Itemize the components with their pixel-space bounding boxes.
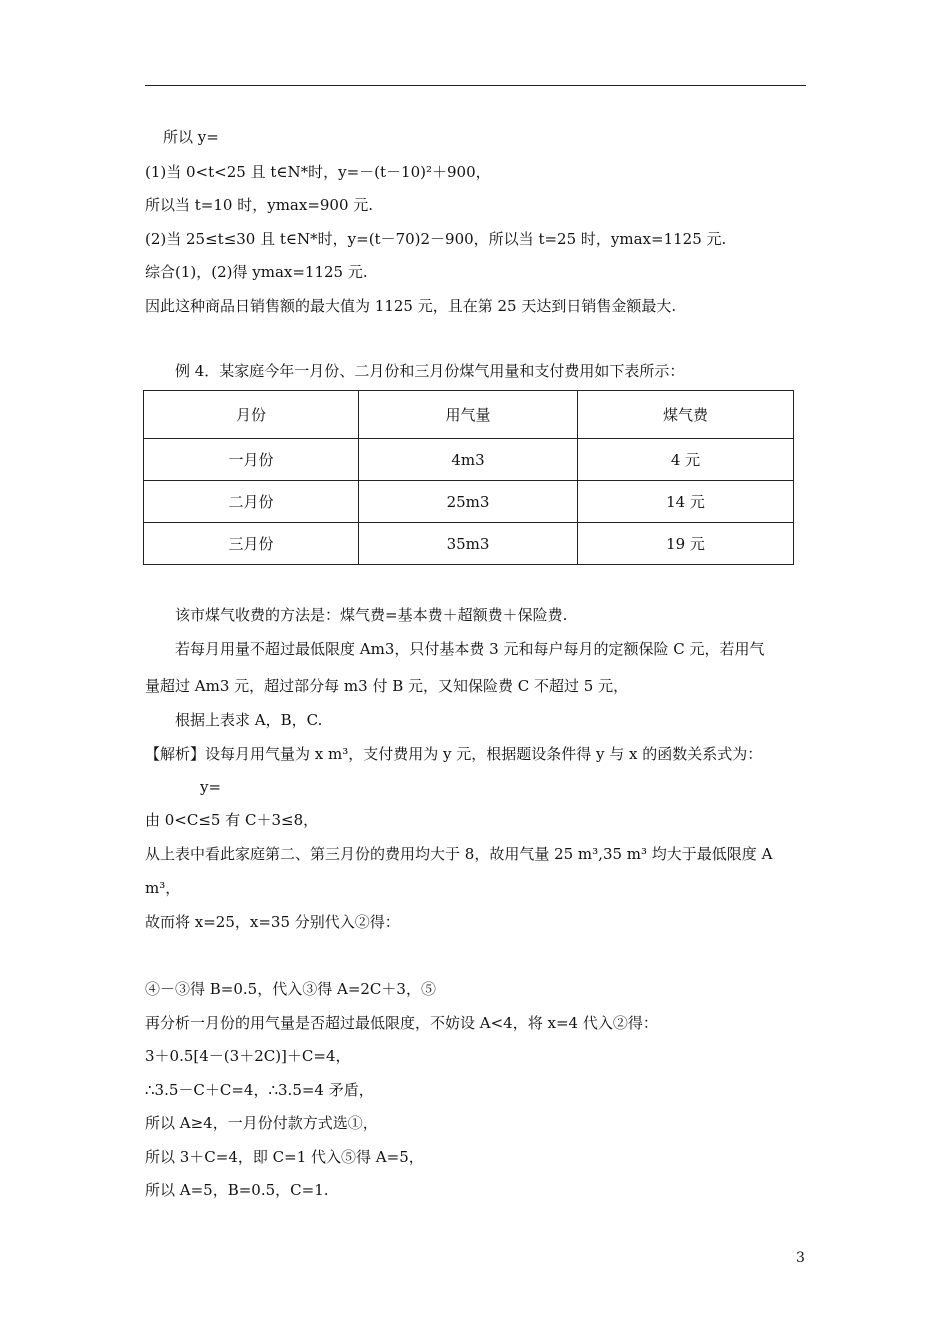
text-line: 综合(1)，(2)得 ymax=1125 元.: [145, 263, 368, 281]
text-line: 所以 y=: [163, 128, 219, 146]
header-rule: [145, 85, 806, 86]
table-header-cell: 煤气费: [578, 391, 794, 439]
text-line: 再分析一月份的用气量是否超过最低限度，不妨设 A<4，将 x=4 代入②得：: [145, 1014, 658, 1032]
table-cell: 19 元: [578, 523, 794, 565]
text-line: (1)当 0<t<25 且 t∈N*时，y=－(t－10)²＋900，: [145, 163, 491, 181]
table-cell: 25m3: [359, 481, 578, 523]
text-line: 所以 A≥4，一月份付款方式选①，: [145, 1114, 378, 1132]
text-line: m³，: [145, 879, 181, 897]
text-line: 3＋0.5[4－(3＋2C)]＋C=4，: [145, 1047, 351, 1065]
table-header-cell: 月份: [144, 391, 359, 439]
text-line: 由 0<C≤5 有 C＋3≤8，: [145, 811, 319, 829]
text-line: 所以当 t=10 时，ymax=900 元.: [145, 196, 374, 214]
text-line: 若每月用量不超过最低限度 Am3，只付基本费 3 元和每户每月的定额保险 C 元，若用气: [175, 640, 765, 658]
table-row: [144, 481, 794, 523]
text-line: 该市煤气收费的方法是：煤气费=基本费＋超额费＋保险费.: [175, 606, 568, 624]
gas-usage-table: [143, 390, 794, 565]
text-line: 从上表中看此家庭第二、第三月份的费用均大于 8，故用气量 25 m³,35 m³ 均大于最低限度 A: [145, 845, 773, 863]
table-cell: 一月份: [144, 439, 359, 481]
table-cell: 14 元: [578, 481, 794, 523]
table-header-row: [144, 391, 794, 439]
table-cell: 4 元: [578, 439, 794, 481]
page-number: 3: [796, 1250, 805, 1266]
text-line: ∴3.5－C＋C=4，∴3.5=4 矛盾，: [145, 1081, 374, 1099]
table-cell: 三月份: [144, 523, 359, 565]
text-line: y=: [200, 778, 222, 796]
table-row: [144, 523, 794, 565]
text-line: 故而将 x=25，x=35 分别代入②得：: [145, 913, 400, 931]
analysis-heading: 【解析】设每月用气量为 x m³，支付费用为 y 元，根据题设条件得 y 与 x 的函数关系式为：: [145, 745, 763, 763]
text-line: (2)当 25≤t≤30 且 t∈N*时，y=(t－70)2－900，所以当 t=25 时，ymax=1125 元.: [145, 230, 727, 248]
text-line: 量超过 Am3 元，超过部分每 m3 付 B 元，又知保险费 C 不超过 5 元，: [145, 677, 629, 695]
table-cell: 35m3: [359, 523, 578, 565]
table-cell: 二月份: [144, 481, 359, 523]
text-line: 所以 3＋C=4，即 C=1 代入⑤得 A=5，: [145, 1148, 424, 1166]
text-line: 所以 A=5，B=0.5，C=1.: [145, 1181, 329, 1199]
table-row: [144, 439, 794, 481]
example-title: 例 4．某家庭今年一月份、二月份和三月份煤气用量和支付费用如下表所示：: [175, 362, 685, 380]
table-header-cell: 用气量: [359, 391, 578, 439]
table-cell: 4m3: [359, 439, 578, 481]
text-line: ④－③得 B=0.5，代入③得 A=2C＋3，⑤: [145, 980, 436, 998]
text-line: 因此这种商品日销售额的最大值为 1125 元，且在第 25 天达到日销售金额最大.: [145, 297, 677, 315]
text-line: 根据上表求 A，B，C.: [175, 711, 323, 729]
